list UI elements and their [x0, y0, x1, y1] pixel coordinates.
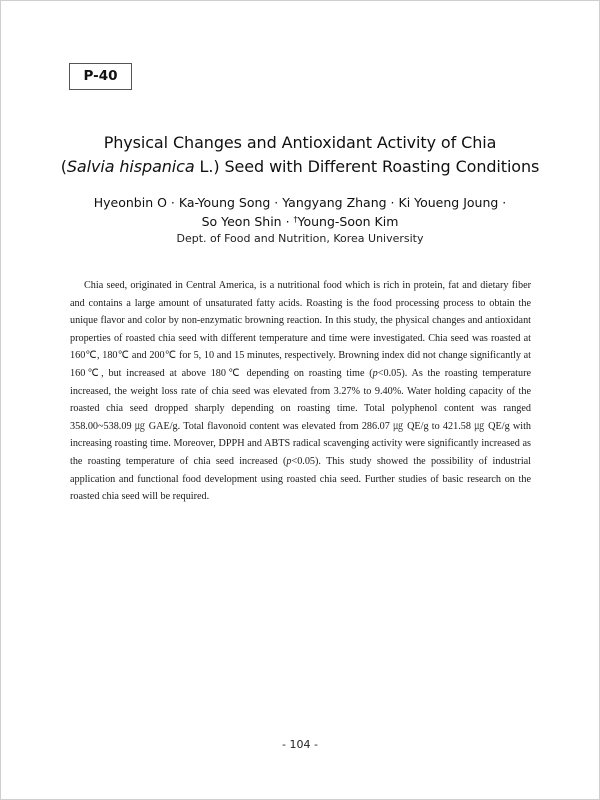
- abstract-p-value-2: p: [286, 455, 292, 467]
- corresponding-author-mark: †: [293, 215, 298, 224]
- abstract-body: [70, 277, 531, 506]
- affiliation: Dept. of Food and Nutrition, Korea University: [176, 232, 424, 245]
- authors-line-1: Hyeonbin O · Ka-Young Song · Yangyang Zhang · Ki Youeng Joung ·: [93, 195, 507, 210]
- page-number: - 104 -: [282, 738, 318, 751]
- abstract-part-3: <0.05). This study showed the possibility of industrial application and functional food development using roasted chia seed. Further studies of basic research on the roasted chia seed will be required.: [70, 455, 531, 503]
- title-scientific-name: Salvia hispanica: [66, 157, 195, 176]
- poster-id-label: P-40: [69, 63, 132, 90]
- authors-line-2-before: So Yeon Shin ·: [201, 214, 294, 229]
- paper-title: [40, 131, 560, 179]
- title-line-1: Physical Changes and Antioxidant Activity of Chia: [103, 133, 497, 152]
- author-list: [60, 193, 540, 231]
- abstract-p-value-1: p: [372, 367, 378, 379]
- abstract-part-1: Chia seed, originated in Central America, is a nutritional food which is rich in protein, fat and dietary fiber and contains a large amount of unsaturated fatty acids. Roasting is the food processing process to obtain the unique flavor and color by non-enzymatic browning reaction. In this study, the physical changes and antioxidant properties of roasted chia seed with different temperature and time were investigated. Chia seed was roasted at 160℃, 180℃ and 200℃ for 5, 10 and 15 minutes, respectively. Browning index did not change significantly at 160℃, but increased at above 180℃ depending on roasting time (: [70, 280, 531, 379]
- title-line-2: L.) Seed with Different Roasting Conditions: [194, 157, 540, 176]
- abstract-part-2: <0.05). As the roasting temperature increased, the weight loss rate of chia seed was elevated from 3.27% to 9.40%. Water holding capacity of the roasted chia seed dropped sharply depending on roasting time. Total polyphenol content was ranged 358.00~538.09 ㎍ GAE/g. Total flavonoid content was elevated from 286.07 ㎍ QE/g to 421.58 ㎍ QE/g with increasing roasting time. Moreover, DPPH and ABTS radical scavenging activity were significantly increased as the roasting temperature of chia seed increased (: [70, 367, 532, 467]
- authors-line-2-after: Young-Soon Kim: [297, 214, 399, 229]
- title-open-paren: (: [60, 157, 67, 176]
